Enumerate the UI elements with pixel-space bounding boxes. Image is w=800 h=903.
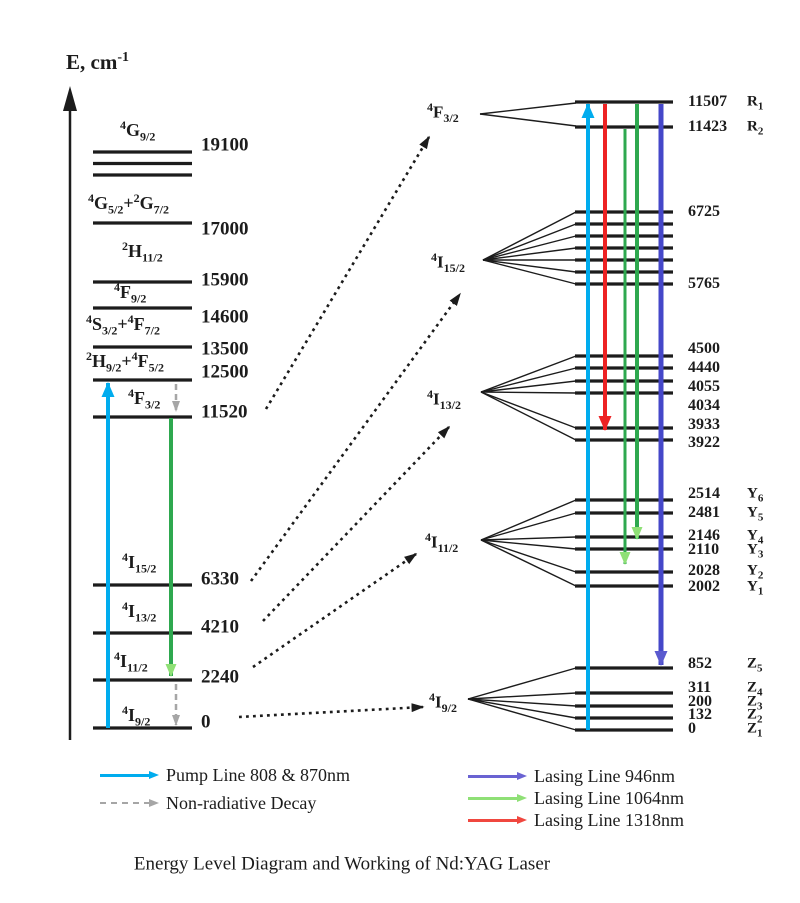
left-level-label: $^4S_{3/2}+^4F_{7/2}$ (86, 312, 160, 338)
level-fan-connectors (468, 103, 576, 730)
right-level-value: 4440 (688, 359, 720, 376)
left-level-value: 2240 (201, 666, 239, 688)
legend-item-lasing-1318 (468, 811, 684, 829)
right-level-value: 2028 (688, 562, 720, 579)
right-level-tag: $Y_5$ (747, 504, 764, 524)
legend-label: Lasing Line 946nm (534, 766, 675, 786)
left-level-value: 13500 (201, 338, 249, 360)
non-radiative-swatch (100, 802, 150, 804)
right-level-value: 2002 (688, 578, 720, 595)
right-level-value: 4055 (688, 378, 720, 395)
right-level-value: 6725 (688, 203, 720, 220)
right-group-label: $^4F_{3/2}$ (427, 99, 459, 125)
right-level-tag: $Z_4$ (747, 679, 763, 699)
energy-axis (63, 86, 77, 740)
right-level-tag: $Z_1$ (747, 720, 763, 740)
dotted-expansion-arrows (239, 137, 460, 717)
left-level-value: 4210 (201, 616, 239, 638)
left-level-value: 19100 (201, 134, 249, 156)
right-level-tag: $Z_3$ (747, 693, 763, 713)
left-level-value: 0 (201, 711, 211, 733)
left-level-label: $^2H_{11/2}$ (122, 239, 163, 265)
right-level-tag: $Z_5$ (747, 655, 763, 675)
right-level-value: 0 (688, 720, 696, 737)
left-level-value: 6330 (201, 568, 239, 590)
legend-label: Lasing Line 1064nm (534, 788, 684, 808)
left-level-value: 12500 (201, 361, 249, 383)
left-level-label: $^4F_{9/2}$ (114, 280, 147, 306)
right-level-tag: $Y_4$ (747, 527, 764, 547)
right-level-value: 2481 (688, 504, 720, 521)
lasing-946-swatch (468, 775, 518, 778)
left-level-value: 14600 (201, 306, 249, 328)
right-group-label: $^4I_{13/2}$ (427, 386, 461, 412)
right-level-tag: $Y_3$ (747, 541, 764, 561)
right-group-label: $^4I_{15/2}$ (431, 249, 465, 275)
right-level-value: 2110 (688, 541, 720, 558)
lasing-1064-swatch (468, 797, 518, 800)
right-level-tag: $R_1$ (747, 93, 764, 113)
right-level-value: 2514 (688, 485, 720, 502)
right-level-value: 311 (688, 679, 712, 696)
arrowhead-icon (149, 799, 159, 807)
left-level-label: $^4G_{9/2}$ (120, 118, 156, 144)
legend-item-non-radiative (100, 794, 316, 812)
legend-label: Lasing Line 1318nm (534, 810, 684, 830)
left-level-label: $^4F_{3/2}$ (128, 386, 161, 412)
right-group-label: $^4I_{9/2}$ (429, 689, 457, 715)
axis-label-base: E, cm (66, 50, 118, 74)
left-level-label: $^4I_{13/2}$ (122, 599, 157, 625)
left-level-label: $^4I_{11/2}$ (114, 649, 148, 675)
right-level-tag: $Z_2$ (747, 706, 763, 726)
right-level-value: 3922 (688, 434, 720, 451)
pump-line-swatch (100, 774, 150, 777)
legend-label: Non-radiative Decay (166, 793, 317, 813)
left-level-label: $^2H_{9/2}+^4F_{5/2}$ (86, 349, 164, 375)
right-level-value: 3933 (688, 416, 720, 433)
legend-item-pump-line (100, 766, 350, 784)
right-level-value: 132 (688, 706, 712, 723)
right-level-tag: $Y_2$ (747, 562, 764, 582)
left-level-value: 17000 (201, 218, 249, 240)
right-level-tag: $Y_6$ (747, 485, 764, 505)
axis-label (66, 51, 129, 73)
right-group-label: $^4I_{11/2}$ (425, 529, 459, 555)
legend-label: Pump Line 808 & 870nm (166, 765, 350, 785)
left-level-value: 11520 (201, 401, 248, 423)
right-level-tag: $Y_1$ (747, 578, 764, 598)
right-level-tag: $R_2$ (747, 118, 764, 138)
right-level-value: 4034 (688, 397, 720, 414)
axis-arrowhead-icon (63, 86, 77, 111)
right-level-value: 11423 (688, 118, 728, 135)
right-level-value: 200 (688, 693, 712, 710)
lasing-1318-swatch (468, 819, 518, 822)
arrowhead-icon (517, 794, 527, 802)
right-level-value: 11507 (688, 93, 728, 110)
right-level-value: 5765 (688, 275, 720, 292)
legend-item-lasing-1064 (468, 789, 684, 807)
arrowhead-icon (517, 772, 527, 780)
axis-label-exponent: -1 (117, 50, 129, 65)
left-level-label: $^4G_{5/2}+^2G_{7/2}$ (88, 191, 169, 217)
left-level-value: 15900 (201, 269, 249, 291)
arrowhead-icon (149, 771, 159, 779)
left-level-label: $^4I_{9/2}$ (122, 703, 151, 729)
arrowhead-icon (517, 816, 527, 824)
right-level-value: 852 (688, 655, 712, 672)
right-level-value: 2146 (688, 527, 720, 544)
legend-item-lasing-946 (468, 767, 675, 785)
left-level-label: $^4I_{15/2}$ (122, 550, 157, 576)
right-level-value: 4500 (688, 340, 720, 357)
diagram-title: Energy Level Diagram and Working of Nd:YAG Laser (133, 853, 551, 875)
